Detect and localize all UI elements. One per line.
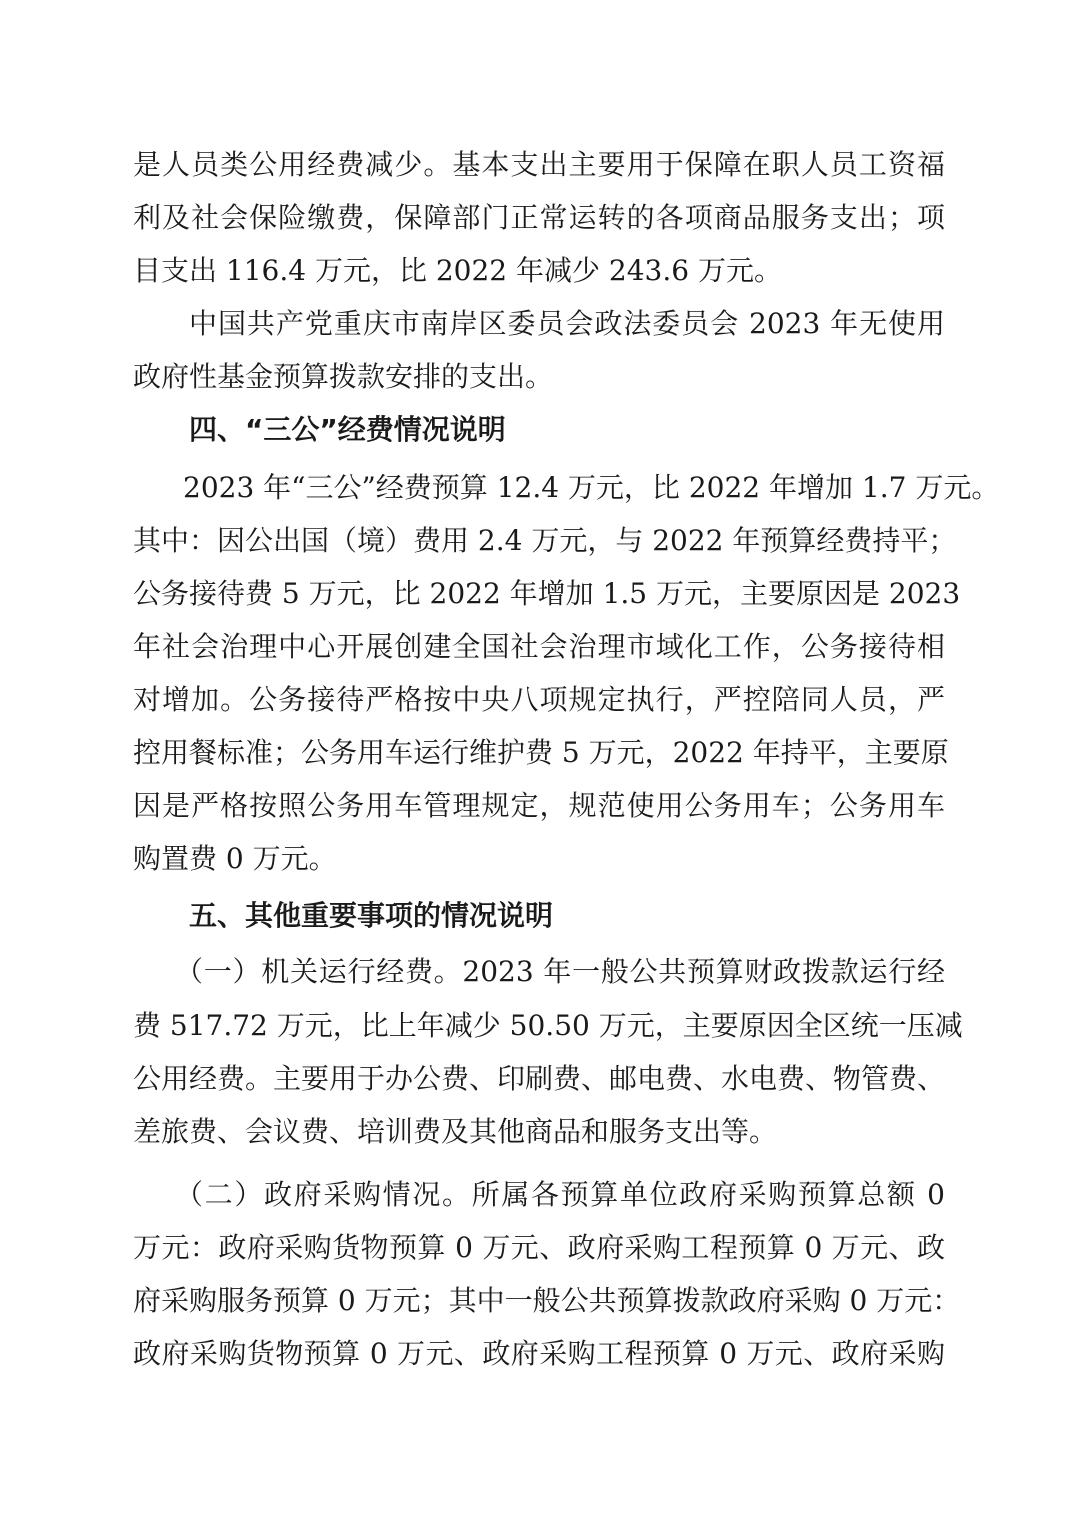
section-heading-san-gong: 四、“三公”经费情况说明 — [189, 413, 506, 446]
paragraph-line: 对增加。公务接待严格按中央八项规定执行，严控陪同人员，严 — [133, 683, 945, 716]
paragraph-line: 政府采购货物预算 0 万元、政府采购工程预算 0 万元、政府采购 — [133, 1337, 945, 1370]
paragraph-line: 购置费 0 万元。 — [133, 842, 337, 875]
paragraph-line: 2023 年“三公”经费预算 12.4 万元，比 2022 年增加 1.7 万元。 — [183, 471, 1000, 504]
paragraph-line: 其中：因公出国（境）费用 2.4 万元，与 2022 年预算经费持平； — [133, 524, 957, 557]
paragraph-line: 费 517.72 万元，比上年减少 50.50 万元，主要原因全区统一压减 — [133, 1009, 963, 1042]
paragraph-line: 万元：政府采购货物预算 0 万元、政府采购工程预算 0 万元、政 — [133, 1231, 945, 1264]
paragraph-line: 府采购服务预算 0 万元；其中一般公共预算拨款政府采购 0 万元： — [133, 1284, 961, 1317]
paragraph-line: 公务接待费 5 万元，比 2022 年增加 1.5 万元，主要原因是 2023 — [133, 577, 961, 610]
paragraph-line: （二）政府采购情况。所属各预算单位政府采购预算总额 0 — [175, 1178, 945, 1211]
paragraph-line: 年社会治理中心开展创建全国社会治理市域化工作，公务接待相 — [133, 630, 945, 663]
paragraph-line: 利及社会保险缴费，保障部门正常运转的各项商品服务支出；项 — [133, 201, 945, 234]
paragraph-line: 政府性基金预算拨款安排的支出。 — [133, 360, 554, 393]
paragraph-line: 控用餐标准；公务用车运行维护费 5 万元，2022 年持平，主要原 — [133, 736, 949, 769]
paragraph-line: 差旅费、会议费、培训费及其他商品和服务支出等。 — [133, 1115, 778, 1148]
paragraph-line: 因是严格按照公务用车管理规定，规范使用公务用车；公务用车 — [133, 789, 945, 822]
paragraph-line: 是人员类公用经费减少。基本支出主要用于保障在职人员工资福 — [133, 148, 945, 181]
section-heading-other-matters: 五、其他重要事项的情况说明 — [189, 899, 554, 932]
paragraph-line: 公用经费。主要用于办公费、印刷费、邮电费、水电费、物管费、 — [133, 1062, 946, 1095]
paragraph-line: 中国共产党重庆市南岸区委员会政法委员会 2023 年无使用 — [189, 307, 945, 340]
paragraph-line: （一）机关运行经费。2023 年一般公共预算财政拨款运行经 — [175, 955, 945, 988]
paragraph-line: 目支出 116.4 万元，比 2022 年减少 243.6 万元。 — [133, 254, 782, 287]
